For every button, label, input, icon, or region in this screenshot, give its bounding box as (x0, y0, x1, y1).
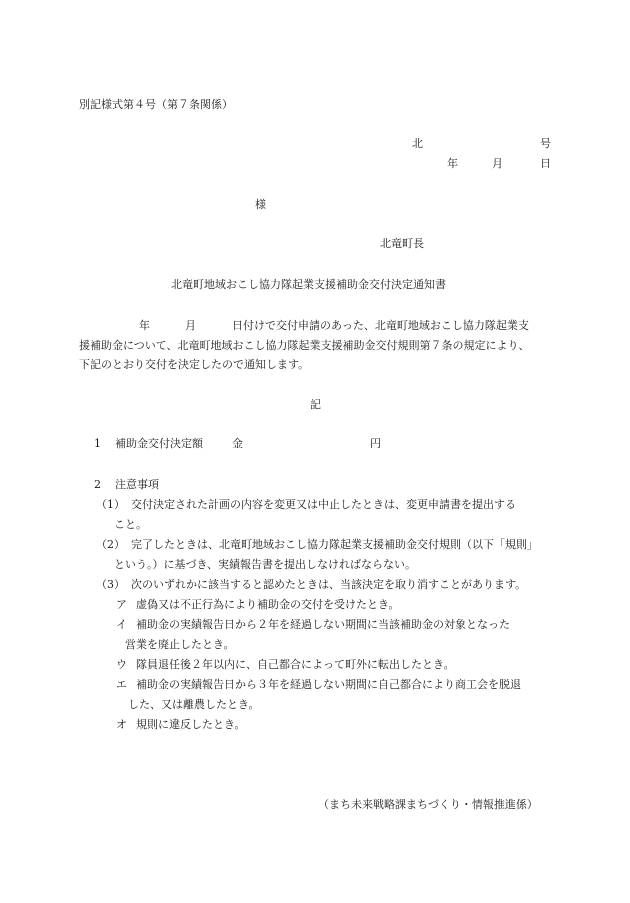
note-3-number: （3） (96, 578, 125, 591)
note-2-number: （2） (96, 538, 125, 551)
body-year: 年 (139, 319, 150, 332)
subnote-u-line1: 隊員退任後２年以内に、自己都合によって町外に転出したとき。 (136, 658, 455, 671)
issuer: 北竜町長 (380, 237, 424, 250)
subnote-a-line1: 虚偽又は不正行為により補助金の交付を受けたとき。 (136, 598, 400, 611)
subnote-a-mark: ア (116, 598, 127, 611)
body-month: 月 (185, 319, 196, 332)
subnote-e-line1: 補助金の実績報告日から３年を経過しない期間に自己都合により商工会を脱退 (136, 678, 521, 691)
date-day: 日 (540, 157, 551, 170)
note-1-line2: こと。 (114, 518, 147, 531)
subnote-u-mark: ウ (116, 658, 127, 671)
subnote-i-line2: 営業を廃止したとき。 (125, 638, 235, 651)
subnote-i-mark: イ (116, 618, 127, 631)
addressee-suffix: 様 (255, 198, 266, 211)
subnote-i-line1: 補助金の実績報告日から２年を経過しない期間に当該補助金の対象となった (136, 618, 510, 631)
note-3-line1: 次のいずれかに該当すると認めたときは、当該決定を取り消すことがあります。 (131, 578, 527, 591)
item1-yen: 円 (370, 437, 381, 450)
date-month: 月 (492, 157, 503, 170)
body-line3: 下記のとおり交付を決定したので通知します。 (79, 358, 310, 371)
subnote-e-line2: した、又は離農したとき。 (128, 698, 260, 711)
item1-number: 1 (94, 437, 101, 450)
body-line1: 日付けで交付申請のあった、北竜町地域おこし協力隊起業支 (232, 319, 529, 332)
doc-number-suffix: 号 (540, 137, 551, 150)
item1-kin: 金 (232, 437, 243, 450)
note-2-line2: という。）に基づき、実績報告書を提出しなければならない。 (114, 558, 417, 571)
document-title: 北竜町地域おこし協力隊起業支援補助金交付決定通知書 (171, 278, 446, 291)
subnote-o-line1: 規則に違反したとき。 (136, 718, 246, 731)
note-1-line1: 交付決定された計画の内容を変更又は中止したときは、変更申請書を提出する (131, 498, 516, 511)
item2-number: 2 (94, 478, 101, 491)
note-1-number: （1） (96, 498, 125, 511)
item2-label: 注意事項 (115, 478, 159, 491)
date-year: 年 (447, 157, 458, 170)
item1-label: 補助金交付決定額 (115, 437, 203, 450)
ki-heading: 記 (310, 398, 321, 411)
note-2-line1: 完了したときは、北竜町地域おこし協力隊起業支援補助金交付規則（以下「規則」 (131, 538, 538, 551)
subnote-o-mark: オ (116, 718, 127, 731)
doc-number-prefix: 北 (412, 137, 423, 150)
body-line2: 援補助金について、北竜町地域おこし協力隊起業支援補助金交付規則第７条の規定により、 (79, 339, 530, 352)
subnote-e-mark: エ (116, 678, 127, 691)
form-label: 別記様式第４号（第７条関係） (79, 98, 233, 111)
footer-department: （まち未来戦略課まちづくり・情報推進係） (318, 798, 538, 811)
